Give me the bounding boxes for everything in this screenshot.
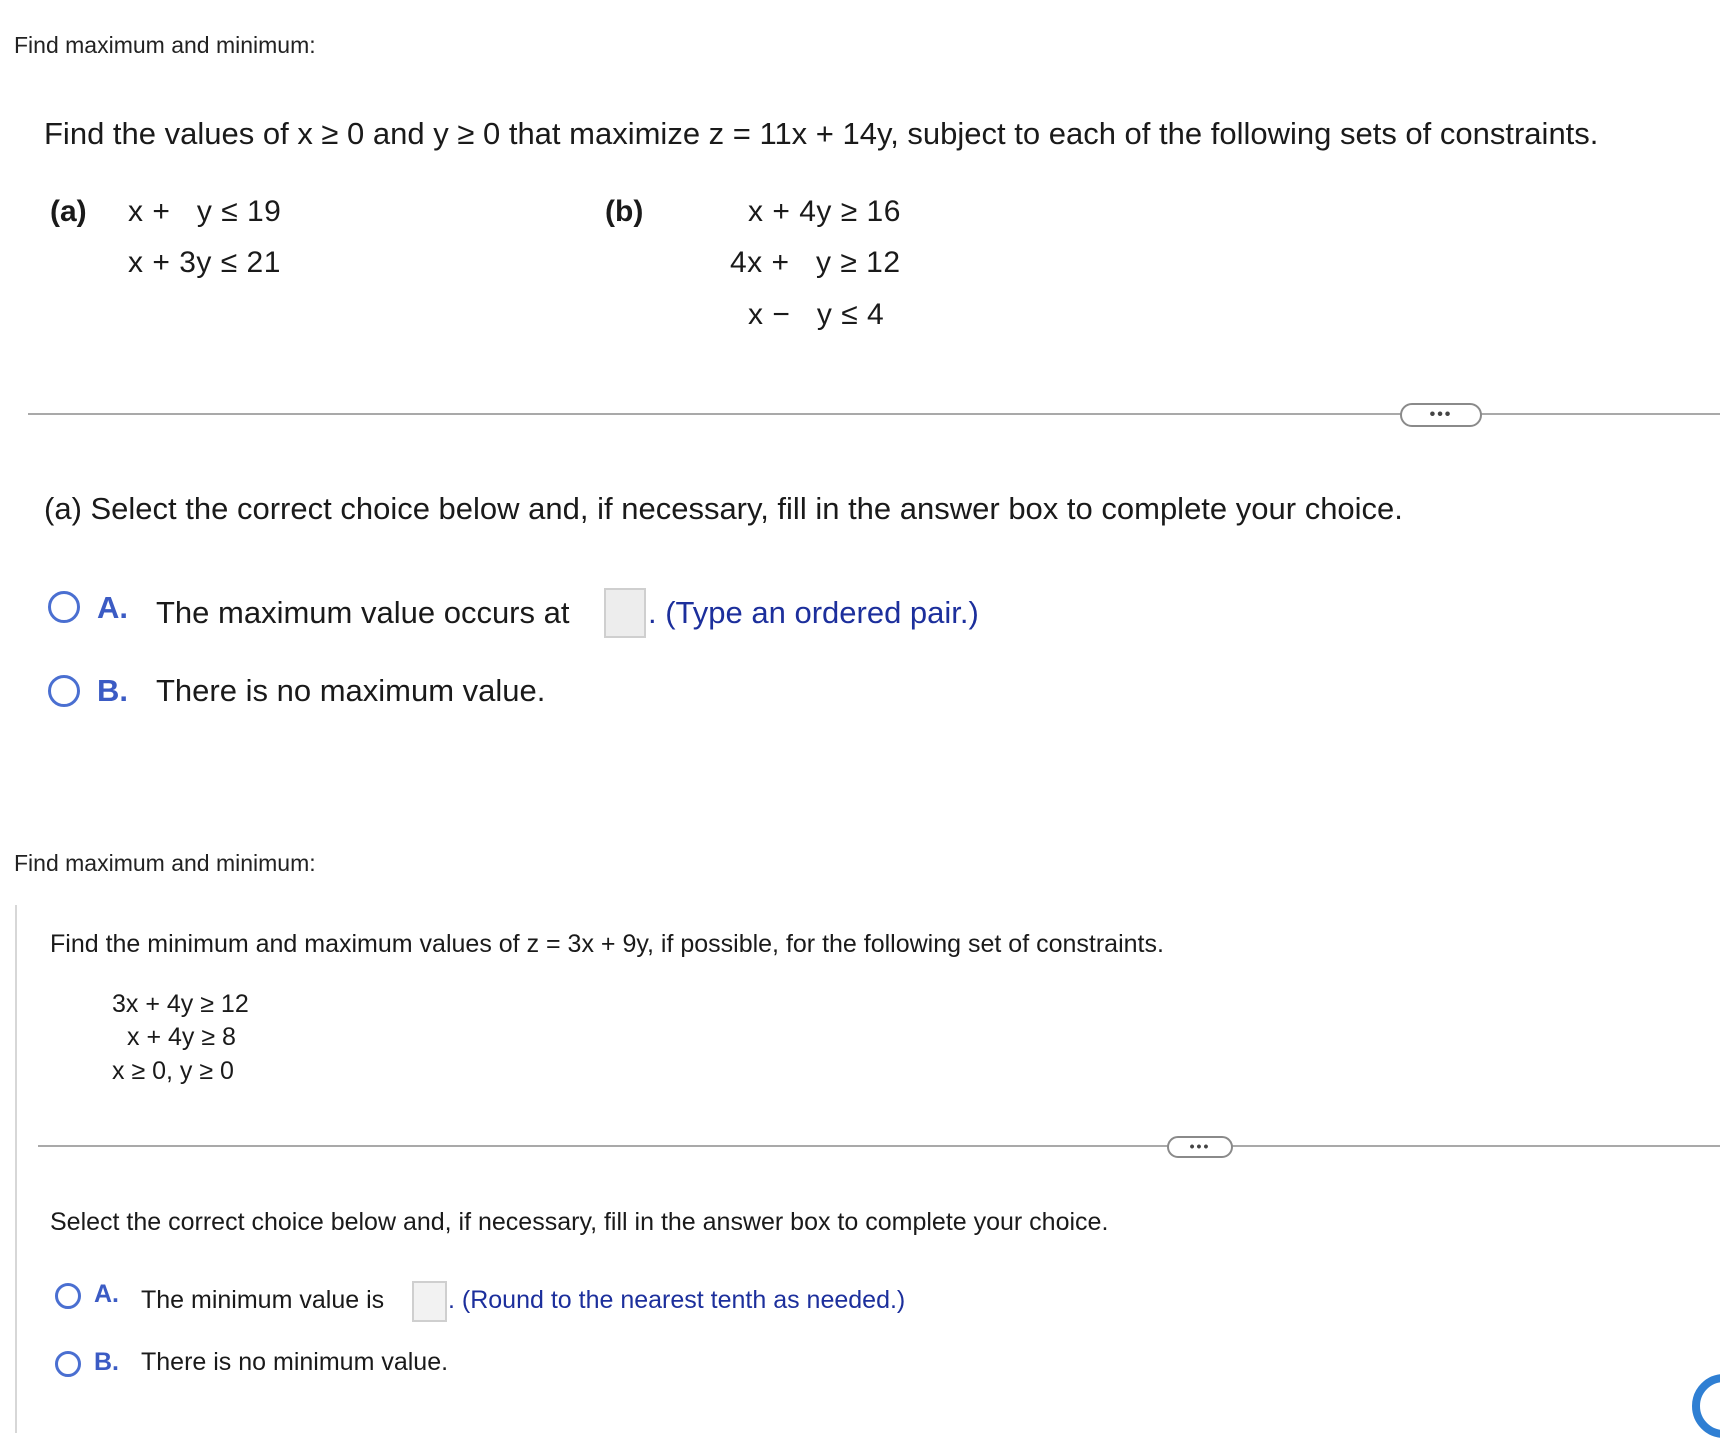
part-a-constraint-1: x + y ≤ 19 xyxy=(128,195,282,228)
part-a-constraint-2: x + 3y ≤ 21 xyxy=(128,246,281,279)
q1-instruction: (a) Select the correct choice below and, if necessary, fill in the answer box to complete your choice. xyxy=(44,491,1403,526)
q1-choice-a-radio[interactable] xyxy=(48,591,80,623)
q1-choice-a-letter: A. xyxy=(97,590,128,625)
q1-choice-a-text: The maximum value occurs at xyxy=(156,595,570,630)
q1-choice-b-text: There is no maximum value. xyxy=(156,673,546,708)
q2-choice-a-letter: A. xyxy=(94,1280,119,1308)
q1-choice-a-hint: . (Type an ordered pair.) xyxy=(648,595,979,630)
q2-answer-box[interactable] xyxy=(412,1281,447,1322)
q2-constraint-3: x ≥ 0, y ≥ 0 xyxy=(112,1057,234,1085)
help-widget-icon[interactable] xyxy=(1692,1374,1720,1438)
q2-choice-a-text: The minimum value is xyxy=(141,1286,385,1314)
part-a-label: (a) xyxy=(50,195,87,228)
part-b-constraint-3: x − y ≤ 4 xyxy=(748,298,885,331)
part-b-constraint-2: 4x + y ≥ 12 xyxy=(730,246,901,279)
q2-choice-a-hint: . (Round to the nearest tenth as needed.) xyxy=(448,1286,906,1314)
q1-choice-b-letter: B. xyxy=(97,673,128,708)
part-b-constraint-1: x + 4y ≥ 16 xyxy=(748,195,901,228)
q2-choice-b-letter: B. xyxy=(94,1348,119,1376)
q2-prompt: Find the minimum and maximum values of z = 3x + 9y, if possible, for the following set of constraints. xyxy=(50,930,1164,958)
q1-answer-box[interactable] xyxy=(604,588,646,638)
part-b-label: (b) xyxy=(605,195,644,228)
q2-separator xyxy=(38,1145,1720,1147)
q1-prompt: Find the values of x ≥ 0 and y ≥ 0 that maximize z = 11x + 14y, subject to each of the following sets of constraints. xyxy=(44,116,1599,151)
q2-heading: Find maximum and minimum: xyxy=(14,850,316,876)
q2-expand-button[interactable]: ••• xyxy=(1167,1136,1233,1158)
q2-instruction: Select the correct choice below and, if necessary, fill in the answer box to complete your choice. xyxy=(50,1208,1109,1236)
q2-choice-a-radio[interactable] xyxy=(55,1283,81,1309)
q2-left-rule xyxy=(15,905,17,1433)
q2-constraint-1: 3x + 4y ≥ 12 xyxy=(112,990,249,1018)
q2-constraint-2: x + 4y ≥ 8 xyxy=(127,1023,236,1051)
q1-expand-button[interactable]: ••• xyxy=(1400,403,1482,427)
q1-heading: Find maximum and minimum: xyxy=(14,32,316,58)
q2-choice-b-text: There is no minimum value. xyxy=(141,1348,449,1376)
q2-choice-b-radio[interactable] xyxy=(55,1351,81,1377)
q1-choice-b-radio[interactable] xyxy=(48,675,80,707)
